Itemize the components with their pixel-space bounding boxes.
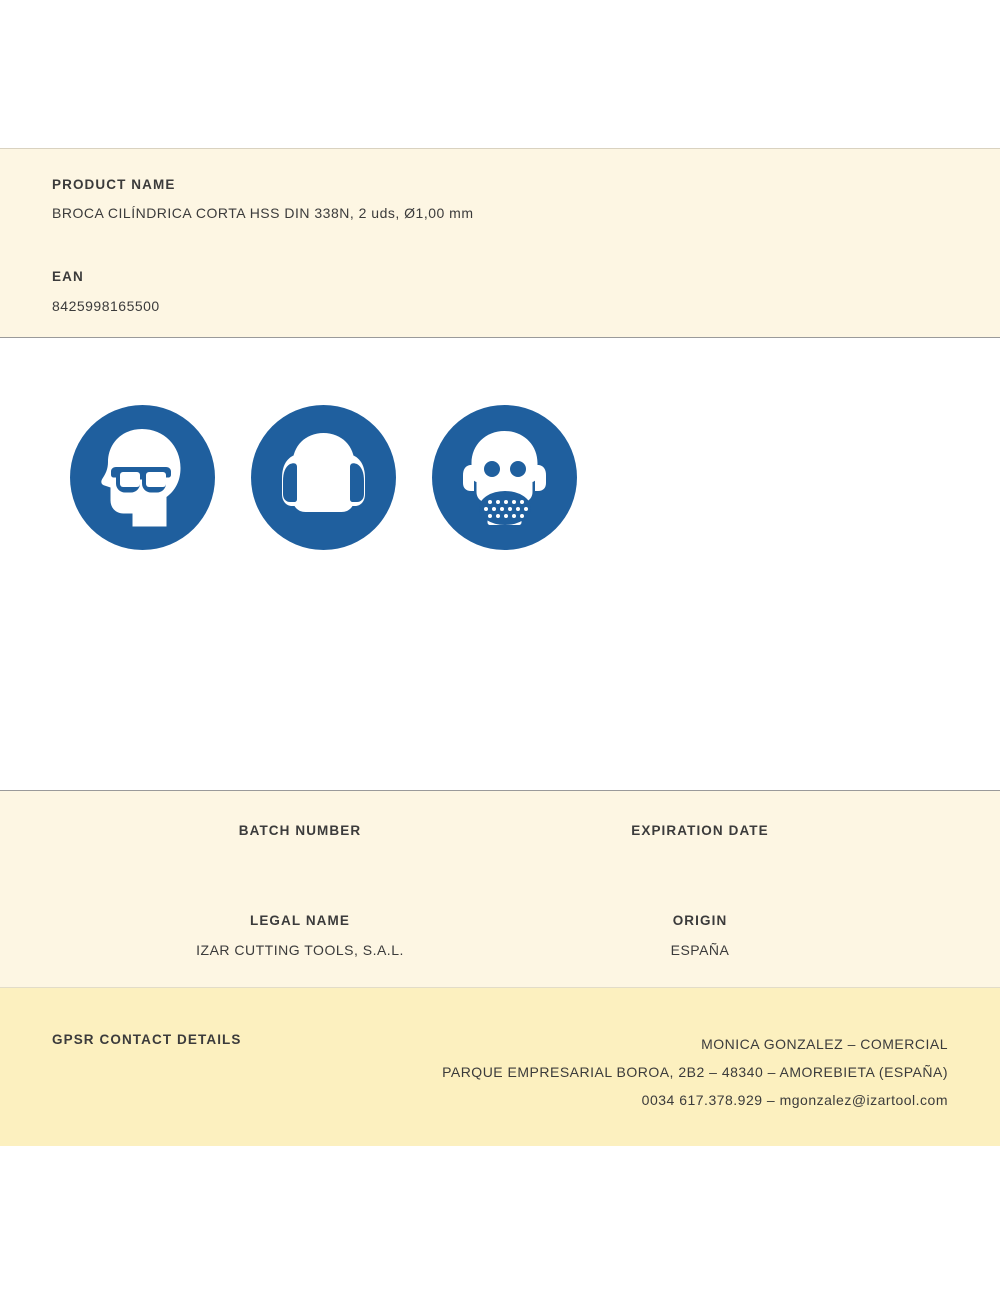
gpsr-contact-address: PARQUE EMPRESARIAL BOROA, 2B2 – 48340 – AMOREBIETA (ESPAÑA) [442, 1064, 948, 1080]
gpsr-contact-band [0, 988, 1000, 1146]
ean-value: 8425998165500 [52, 298, 160, 314]
legal-name-label: LEGAL NAME [249, 913, 350, 928]
respirator-mask-icon [432, 405, 577, 550]
safety-pictogram-group [70, 390, 630, 565]
gpsr-contact-phone-email: 0034 617.378.929 – mgonzalez@izartool.com [641, 1092, 948, 1108]
gpsr-contact-label: GPSR CONTACT DETAILS [52, 1032, 242, 1047]
batch-info-band [0, 790, 1000, 988]
ean-label: EAN [52, 269, 84, 284]
batch-number-label: BATCH NUMBER [238, 823, 362, 838]
eye-protection-icon [70, 405, 215, 550]
product-name-value: BROCA CILÍNDRICA CORTA HSS DIN 338N, 2 uds, Ø1,00 mm [52, 205, 474, 221]
gpsr-contact-person: MONICA GONZALEZ – COMERCIAL [701, 1036, 948, 1052]
origin-label: ORIGIN [672, 913, 728, 928]
product-info-band [0, 148, 1000, 338]
legal-name-value: IZAR CUTTING TOOLS, S.A.L. [196, 942, 404, 958]
origin-value: ESPAÑA [670, 942, 730, 958]
gpsr-contact-details [308, 1030, 948, 1114]
product-name-label: PRODUCT NAME [52, 177, 176, 192]
ear-protection-icon [251, 405, 396, 550]
expiration-date-label: EXPIRATION DATE [631, 823, 769, 838]
